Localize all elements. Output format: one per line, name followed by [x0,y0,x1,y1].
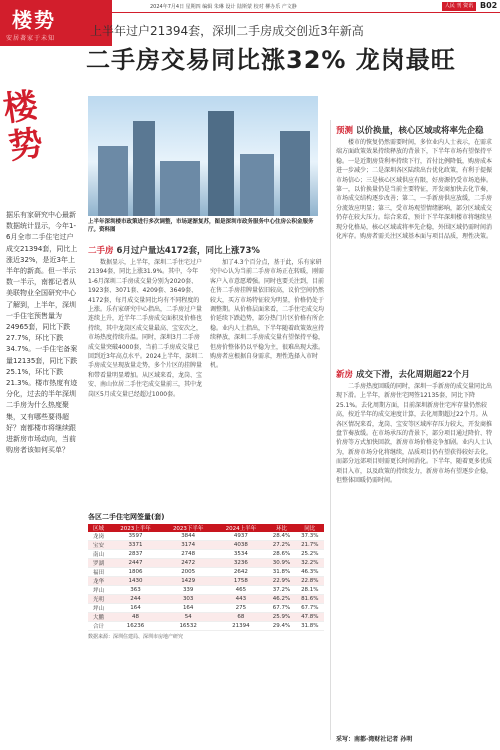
section-head-second-hand [88,244,260,256]
table-row [88,559,324,568]
table-cell: 28.6% [267,550,295,559]
logo-text: 楼势 [12,8,56,32]
table-cell: 244 [109,595,162,604]
table-cell: 2642 [215,568,268,577]
district-table [88,512,324,640]
forecast-text: 楼市的恢复仍然需要时间，多位业内人士表示，在需求端方面政策效果持续释放的背景下，下半年市场有望保持平稳。一是近期房贷利率持续下行，首付比例降低，购房成本进一步减少；二是深圳各区陆续出台优化政策，有利于提振市场信心；三是核心区域供应有限，好房源仍受市场追捧。第一，以价换量仍是当前主要特征，开发商加快去化节奏，市场成交结构逐步改善；第二，一手新房供应放缓，二手房分流效应明显；第三，受市场观望情绪影响，部分区域成交仍存在较大压力。综合来看，预计下半年深圳楼市将继续呈现分化格局，核心区域或将率先企稳，外围区域仍需时间消化库存。购房者需关注区域基本面与项目品质，理性决策。 [336,139,492,241]
table-cell: 2837 [109,550,162,559]
table-cell: 32.2% [296,559,324,568]
table-cell: 1758 [215,577,268,586]
new-home-text: 二手房热度回暖的同时，深圳一手新房的成交量同比出现下滑。上半年，新房住宅网签12135套，同比下降25.1%。去化周期方面，目前深圳新房住宅库存量仍然较高，按近半年的成交速度计算，去化周期超过22个月。从各区情况来看，龙岗、宝安等区域库存压力较大，开发商推盘节奏放缓。在市场承压的背景下，部分项目通过降价、特价房等方式加快回款，新房市场价格竞争加剧。业内人士认为，新房市场分化将继续，品质项目仍有望获得较好去化，而部分远郊项目则需更长时间消化。下半年，随着更多优质项目入市，以及政策的持续发力，新房市场有望逐步企稳，但整体回暖仍需时间。 [336,383,492,485]
table-cell: 22.8% [296,577,324,586]
issue-meta: 2024年7月4日 星期四 编辑 朱琳 设计 陆斯蒙 校对 柳办乐 产文静 [150,4,297,10]
table-cell: 大鹏 [88,613,109,622]
table-cell: 164 [109,604,162,613]
table-cell: 2748 [162,550,215,559]
table-cell: 1429 [162,577,215,586]
table-row [88,550,324,559]
table-cell: 3844 [162,532,215,541]
headline-title: 二手房交易同比涨32% 龙岗最旺 [86,46,456,74]
table-cell: 46.3% [296,568,324,577]
table-cell: 30.9% [267,559,295,568]
table-cell: 27.2% [267,541,295,550]
table-cell: 坪山 [88,604,109,613]
table-cell: 54 [162,613,215,622]
table-cell: 福田 [88,568,109,577]
table-cell: 37.3% [296,532,324,541]
table-header-cell: 区域 [88,524,109,532]
table-cell: 29.4% [267,622,295,631]
table-row [88,541,324,550]
table-row [88,532,324,541]
table-cell: 25.9% [267,613,295,622]
table-row [88,577,324,586]
section-tag: 人民 刊 资讯 [442,2,476,11]
table-cell: 275 [215,604,268,613]
table-cell: 3174 [162,541,215,550]
table-header-cell: 2024上半年 [215,524,268,532]
section-label: 二手房 [88,246,114,256]
section-label: 新房 [336,370,354,380]
section-subhead: 6月过户量达4172套，同比上涨73% [116,246,260,256]
table-cell: 22.9% [267,577,295,586]
table-cell: 67.7% [296,604,324,613]
table-cell: 21.7% [296,541,324,550]
photo-building [240,154,274,216]
table-cell: 2005 [162,568,215,577]
sidebar-text: 据乐有家研究中心最新数据统计显示，今年1-6月全市二手住宅过户成交21394套，同比上涨近32%，是近3年上半年的新高。但一半示数一半示，南都记者从美联物业全国研究中心了解到，上半年，深圳一手住宅预售量为24965套，同比下跌27.7%，环比下跌34.7%。一手住宅备案量12135套，同比下跌25.1%，环比下跌21.3%。楼市热度有迹分化，过去的半年深圳二手房为什么热度聚集，又有哪些要得超好？南都楼市将继续跟进新房市场动向，当前购房者该如何买单？ [6,211,78,455]
table-cell: 3534 [215,550,268,559]
table-cell: 2447 [109,559,162,568]
page-number: B02 [480,1,498,10]
table-cell: 48 [109,613,162,622]
table-cell: 25.2% [296,550,324,559]
second-hand-text: 数据显示，上半年，深圳二手住宅过户21394套，同比上涨31.9%。其中，今年1-6月深圳二手房成交量分别为2020套、1923套、3071套、4209套、3649套、4172套，每月成交量同比均有不同程度的上涨。乐有家研究中心指出，二手房过户量连续上升，近半年二手房成交面积及价格也持续，其中龙岗区成交量最高、宝安次之，市场热度持续升温。同时，深圳3月二手房成交量突破4000套，当前二手房成交量已回到近3年高点水平。2024上半年，深圳二手房成交呈现放量走势，多个片区的挂牌量和带看量明显增加。从区域来看，龙岗、宝安、南山位居二手住宅成交量前三，其中龙岗区5月成交量已经超过1000套。 [88,259,204,398]
table-row [88,595,324,604]
table-row [88,568,324,577]
table-cell: 67.7% [267,604,295,613]
table-cell: 443 [215,595,268,604]
header-divider [112,12,500,13]
section-head-forecast [336,124,484,136]
table-cell: 1806 [109,568,162,577]
section-label: 预测 [336,126,354,136]
section-subhead: 成交下滑，去化周期超22个月 [355,370,470,380]
table-cell: 31.8% [267,568,295,577]
photo-building [280,131,310,216]
photo-building [208,111,234,216]
table-cell: 28.4% [267,532,295,541]
table-cell: 46.2% [267,595,295,604]
table-header-cell: 环比 [267,524,295,532]
second-hand-text-right: 加了4.3个百分点，基于此，乐有家研究中心认为当前二手房市场正在转暖，刚需客户入市意愿增强。同时也要关注到，目前在售二手房挂牌量依旧较高，议价空间仍然较大，买方市场特征较为明显，价格仍处于调整期。从价格层面来看，二手住宅成交均价延续下跌趋势，部分热门片区价格有所企稳。业内人士指出，下半年随着政策效应持续释放，深圳二手房成交量有望保持平稳，但房价整体仍以平稳为主，很难出现大涨。购房者应根据自身需求，理性选择入市时机。 [210,259,324,370]
table-cell: 宝安 [88,541,109,550]
column-divider [330,120,331,740]
table-cell: 3236 [215,559,268,568]
table-source: 数据来源：深圳住建局、深圳市房地产研究 [88,634,184,640]
table-row [88,604,324,613]
table-row [88,586,324,595]
table-body [88,532,324,631]
table-cell: 339 [162,586,215,595]
table-row [88,613,324,622]
table-cell: 303 [162,595,215,604]
table-title: 各区二手住宅网签量(套) [88,513,165,521]
table-cell: 1430 [109,577,162,586]
table-cell: 4038 [215,541,268,550]
table-cell: 光明 [88,595,109,604]
table-cell: 37.2% [267,586,295,595]
photo-building [98,146,128,216]
table-cell: 龙岗 [88,532,109,541]
logo-slogan: 安居著家于未知 [6,35,56,42]
table-cell: 南山 [88,550,109,559]
reporter-credit: 采写：南都·湾财社记者 孙明 [336,736,413,743]
table-cell: 28.1% [296,586,324,595]
photo-caption: 上半年深圳楼市政策进行多次调整，市场逐渐复苏，图是深圳市政务服务中心住房公积金服务厅。资料图 [88,219,314,233]
table-header-row [88,524,324,532]
table-cell: 坪山 [88,586,109,595]
table-cell: 21394 [215,622,268,631]
table-cell: 4937 [215,532,268,541]
table-cell: 罗湖 [88,559,109,568]
section-subhead: 以价换量，核心区域或将率先企稳 [355,126,484,136]
table-cell: 31.8% [296,622,324,631]
table-cell: 81.6% [296,595,324,604]
table-cell: 16236 [109,622,162,631]
table-header-cell: 同比 [296,524,324,532]
table-cell: 363 [109,586,162,595]
table-cell: 龙华 [88,577,109,586]
table-row [88,622,324,631]
table-cell: 16532 [162,622,215,631]
table-header-cell: 2023上半年 [109,524,162,532]
data-table [88,524,324,631]
table-cell: 465 [215,586,268,595]
photo-building [160,161,200,216]
table-cell: 合计 [88,622,109,631]
table-cell: 68 [215,613,268,622]
table-cell: 164 [162,604,215,613]
table-cell: 3371 [109,541,162,550]
table-header-cell: 2023下半年 [162,524,215,532]
table-cell: 3597 [109,532,162,541]
table-cell: 2472 [162,559,215,568]
sidebar-label: 楼势 [0,85,46,168]
table-cell: 47.8% [296,613,324,622]
photo-building [133,121,155,216]
section-head-new-home [336,368,470,380]
headline-subtitle: 上半年过户21394套，深圳二手房成交创近3年新高 [90,24,364,38]
news-photo [88,96,318,216]
